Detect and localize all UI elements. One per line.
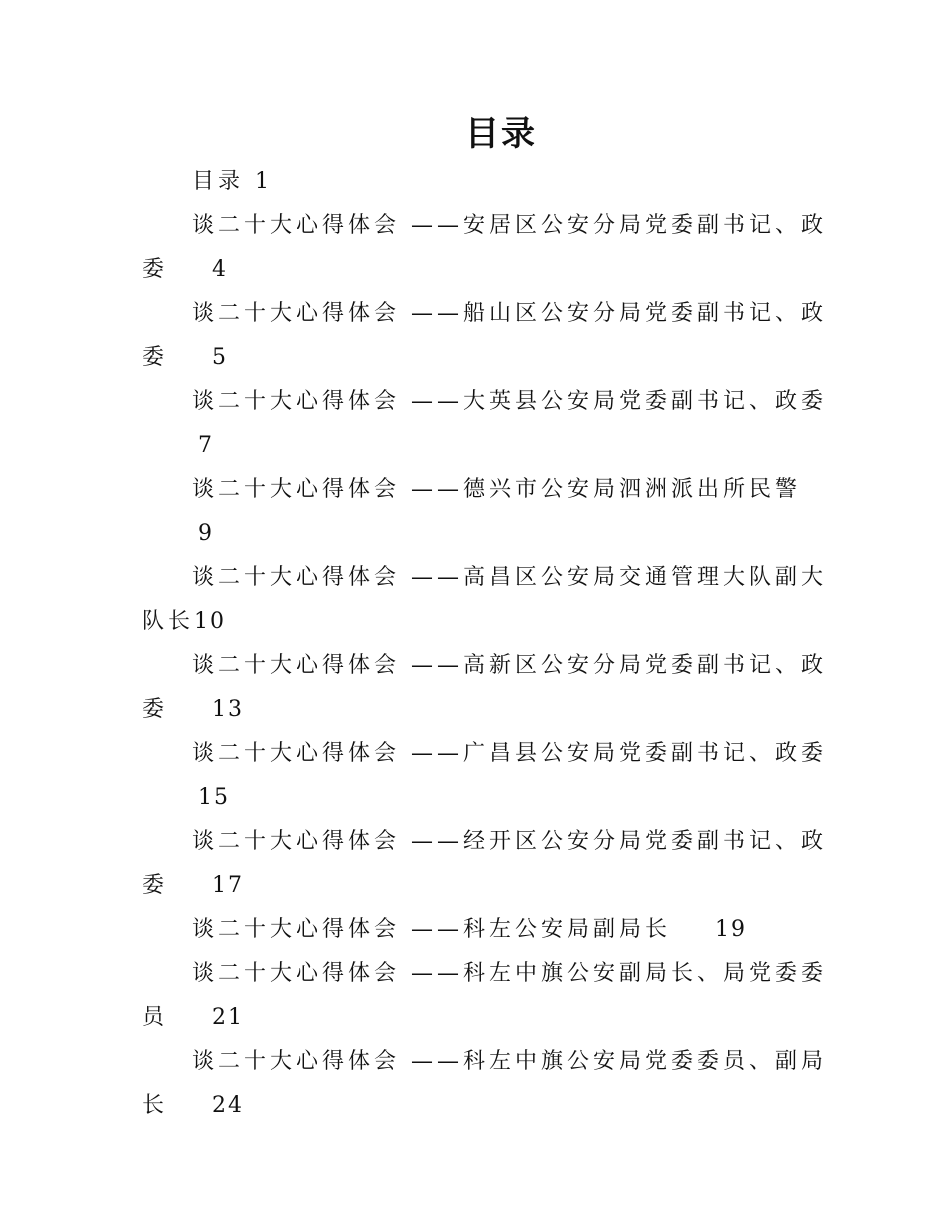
toc-entry-line[interactable]	[192, 952, 827, 996]
toc-entry-continuation[interactable]	[142, 336, 228, 380]
toc-entry-continuation[interactable]	[142, 996, 244, 1040]
toc-entry-text: 谈二十大心得体会 ——高昌区公安局交通管理大队副大	[192, 565, 827, 590]
toc-entry-text: 委	[142, 345, 169, 370]
toc-entry-line[interactable]	[192, 644, 827, 688]
toc-entry-text: 谈二十大心得体会 ——科左中旗公安副局长、局党委委	[192, 961, 827, 986]
toc-entry-text: 谈二十大心得体会 ——科左中旗公安局党委委员、副局	[192, 1049, 827, 1074]
toc-page-number: 7	[198, 433, 214, 458]
toc-entry-text: 谈二十大心得体会 ——科左公安局副局长	[192, 917, 671, 942]
toc-entry-text: 目录 1	[192, 169, 273, 194]
toc-entry-text: 长	[142, 1093, 169, 1118]
toc-entry-text: 谈二十大心得体会 ——大英县公安局党委副书记、政委	[192, 389, 827, 414]
toc-entry-text: 谈二十大心得体会 ——广昌县公安局党委副书记、政委	[192, 741, 827, 766]
toc-entry-continuation[interactable]	[198, 776, 230, 820]
toc-entry-text: 员	[142, 1005, 169, 1030]
toc-page-number: 15	[198, 785, 230, 810]
toc-entry-text: 谈二十大心得体会 ——德兴市公安局泗洲派出所民警	[192, 477, 801, 502]
toc-entry-text: 谈二十大心得体会 ——船山区公安分局党委副书记、政	[192, 301, 827, 326]
toc-entry-text: 委	[142, 697, 169, 722]
toc-entry-contents[interactable]	[192, 160, 273, 204]
toc-entry-text: 谈二十大心得体会 ——高新区公安分局党委副书记、政	[192, 653, 827, 678]
toc-entry-continuation[interactable]	[142, 248, 228, 292]
toc-entry-text: 谈二十大心得体会 ——安居区公安分局党委副书记、政	[192, 213, 827, 238]
toc-entry-line[interactable]	[192, 556, 827, 600]
toc-page-number: 24	[212, 1093, 245, 1118]
toc-entry-text: 谈二十大心得体会 ——经开区公安分局党委副书记、政	[192, 829, 827, 854]
toc-entry-continuation[interactable]	[198, 424, 214, 468]
toc-entry-text: 队长	[142, 609, 195, 634]
toc-entry-text: 委	[142, 873, 169, 898]
toc-entry-line[interactable]	[192, 292, 827, 336]
toc-entry-line[interactable]	[192, 204, 827, 248]
toc-entry-continuation[interactable]	[142, 688, 244, 732]
toc-entry-line[interactable]	[192, 1040, 827, 1084]
toc-entry-line[interactable]	[192, 820, 827, 864]
toc-entry-line[interactable]	[192, 380, 827, 424]
toc-page-number: 9	[198, 521, 214, 546]
toc-page-number: 21	[212, 1005, 245, 1030]
toc-entry-continuation[interactable]	[142, 1084, 244, 1128]
toc-page-number: 10	[194, 609, 227, 634]
toc-entry-line[interactable]	[192, 908, 747, 952]
toc-page-number: 4	[212, 257, 229, 282]
page-title: 目录	[465, 114, 537, 154]
toc-entry-continuation[interactable]	[142, 600, 226, 644]
toc-entry-line[interactable]	[192, 468, 801, 512]
toc-page-number: 17	[212, 873, 245, 898]
toc-entry-line[interactable]	[192, 732, 827, 776]
toc-entry-continuation[interactable]	[142, 864, 244, 908]
toc-entry-text: 委	[142, 257, 169, 282]
toc-page-number: 13	[212, 697, 245, 722]
toc-page-number: 5	[212, 345, 229, 370]
toc-entry-continuation[interactable]	[198, 512, 214, 556]
toc-page-number: 19	[715, 917, 747, 942]
